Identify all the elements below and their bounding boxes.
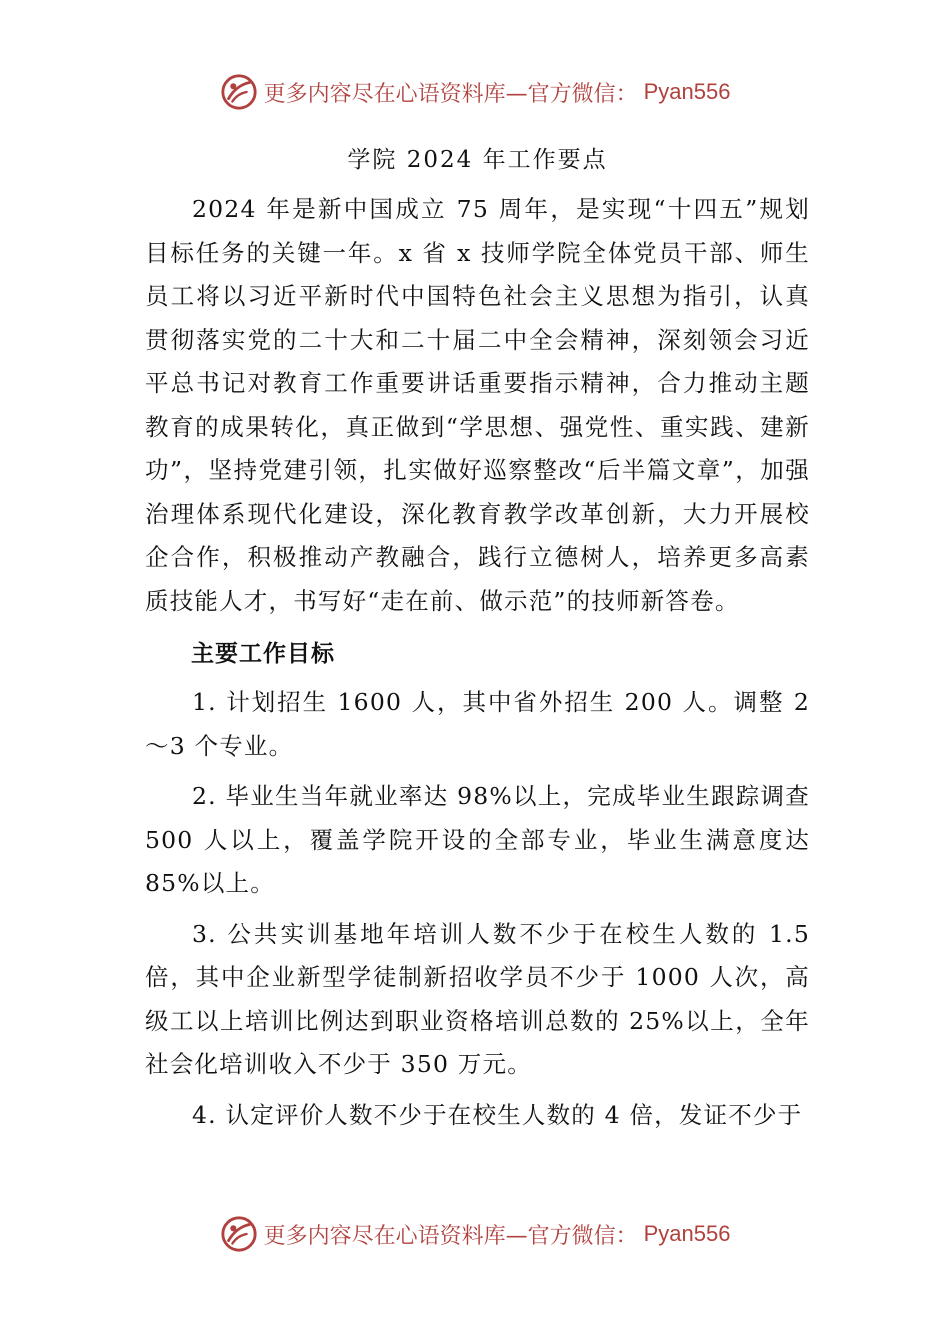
section-heading: 主要工作目标 [191, 641, 335, 667]
goal-item: 3. 公共实训基地年培训人数不少于在校生人数的 1.5 倍，其中企业新型学徒制新招收学员不少于 1000 人次，高级工以上培训比例达到职业资格培训总数的 25%以上，全年社会化培训收入不少于 350 万元。 [145, 919, 810, 1078]
document-body [145, 138, 810, 1144]
goal-item: 2. 毕业生当年就业率达 98%以上，完成毕业生跟踪调查 500 人以上，覆盖学院开设的全部专业，毕业生满意度达 85%以上。 [145, 782, 810, 897]
watermark-banner-bottom [0, 1212, 950, 1256]
watermark-text: 更多内容尽在心语资料库—官方微信： [263, 81, 638, 107]
intro-paragraph: 2024 年是新中国成立 75 周年，是实现“十四五”规划目标任务的关键一年。x 省 x 技师学院全体党员干部、师生员工将以习近平新时代中国特色社会主义思想为指引，认真贯彻落实党的二十大和二十届二中全会精神，深刻领会习近平总书记对教育工作重要讲话重要指示精神，合力推动主题教育的成果转化，真正做到“学思想、强党性、重实践、建新功”，坚持党建引领，扎实做好巡察整改“后半篇文章”，加强治理体系现代化建设，深化教育教学改革创新，大力开展校企合作，积极推动产教融合，践行立德树人，培养更多高素质技能人才，书写好“走在前、做示范”的技师新答卷。 [145, 195, 810, 615]
watermark-banner-top [0, 70, 950, 114]
watermark-wechat-id: Pyan556 [643, 1221, 731, 1246]
watermark-wechat-id: Pyan556 [643, 79, 731, 104]
goal-item: 1. 计划招生 1600 人，其中省外招生 200 人。调整 2～3 个专业。 [145, 688, 810, 760]
brand-logo-icon [220, 73, 258, 111]
document-title: 学院 2024 年工作要点 [347, 147, 608, 173]
watermark-text: 更多内容尽在心语资料库—官方微信： [263, 1223, 638, 1249]
brand-logo-icon [220, 1215, 258, 1253]
goal-item: 4. 认定评价人数不少于在校生人数的 4 倍，发证不少于 [192, 1100, 803, 1129]
